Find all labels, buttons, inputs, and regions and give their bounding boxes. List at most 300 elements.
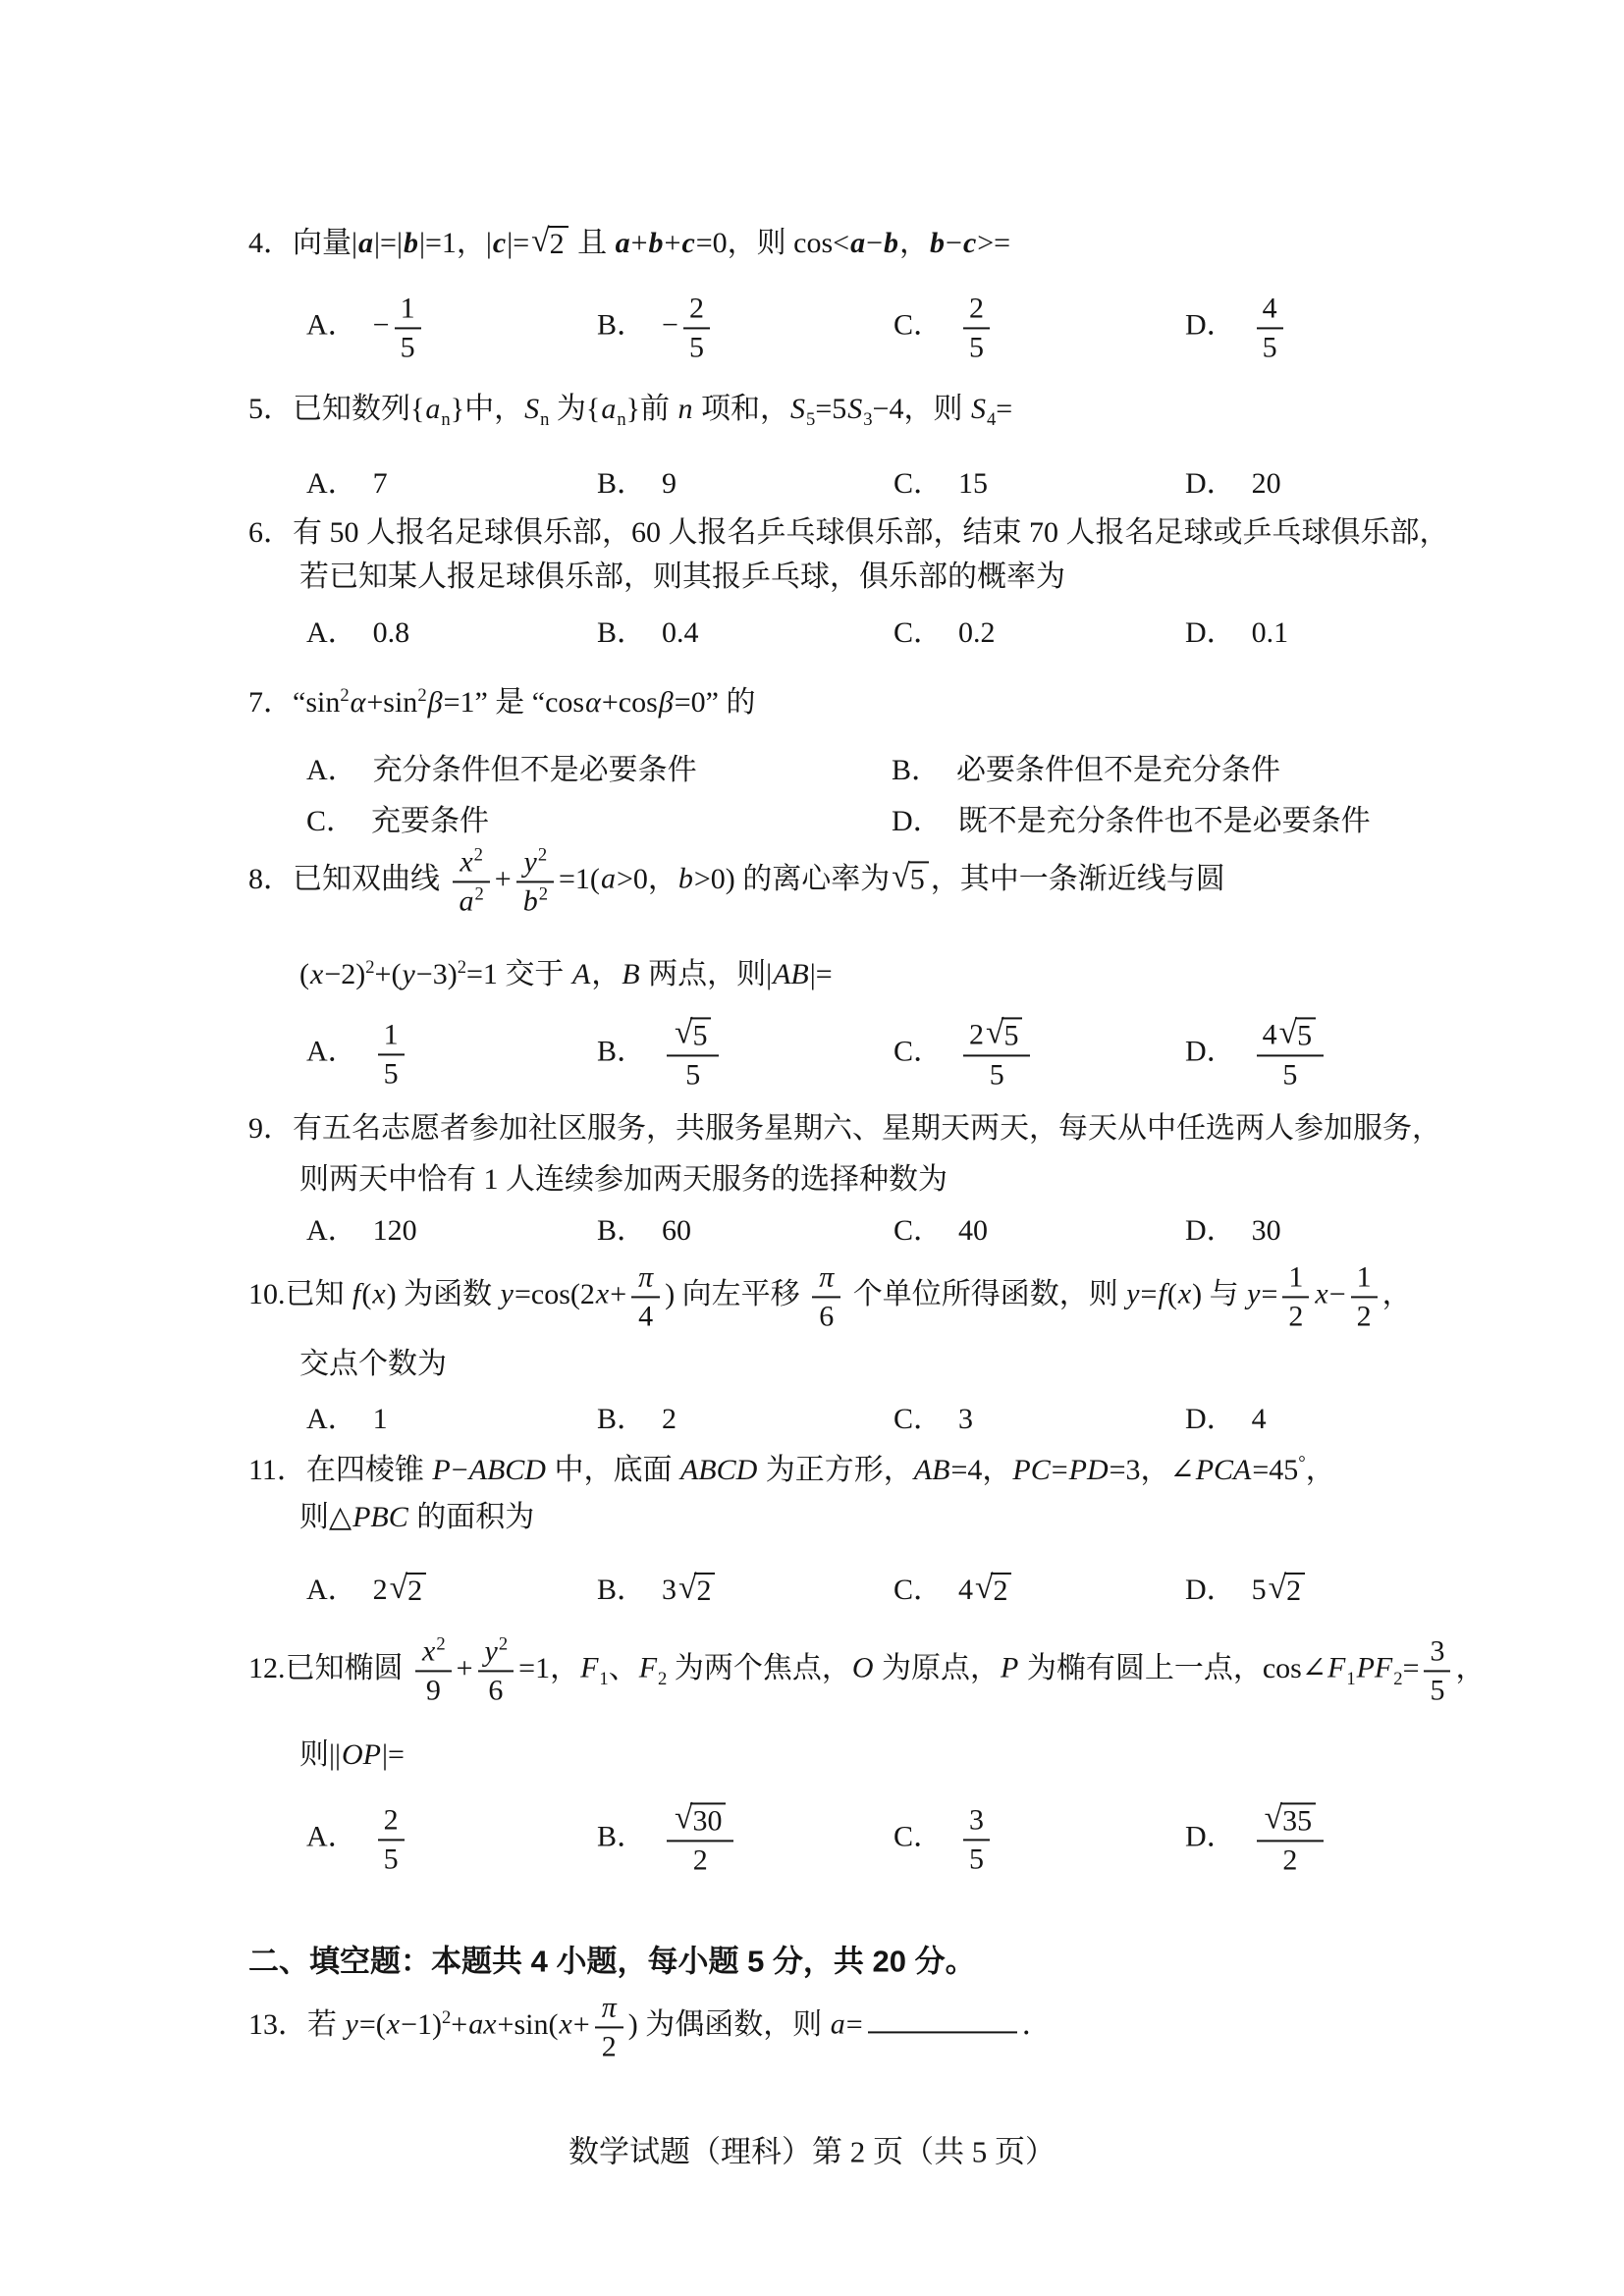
question-6-line-2 (299, 552, 1065, 595)
question-12-option-A (306, 1803, 409, 1875)
text: 个单位所得函数，则 (845, 1277, 1126, 1310)
option-label: B． (597, 1403, 647, 1435)
option-content (958, 805, 1371, 837)
math-variable: π (601, 1991, 617, 2024)
math-variable: F (1326, 1651, 1346, 1684)
math-variable: PCA (1195, 1454, 1252, 1486)
text: |= (382, 1738, 405, 1771)
text: =4， (950, 1454, 1012, 1486)
text: =3，∠ (1109, 1454, 1195, 1486)
text: 5 (1297, 1019, 1313, 1052)
text: 5 (989, 1058, 1004, 1091)
text: = (1051, 1454, 1068, 1486)
text: 10.已知 (248, 1277, 352, 1310)
option-content (958, 1803, 995, 1875)
text: 5 (1430, 1674, 1445, 1706)
math-variable: ABCD (468, 1454, 546, 1486)
option-label: C． (893, 1035, 944, 1068)
section-title: 二、填空题：本题共 4 小题，每小题 5 分，共 20 分。 (248, 1944, 976, 1979)
option-label: A． (306, 1574, 357, 1606)
text: 为正方形， (758, 1454, 913, 1486)
math-variable: A (571, 958, 591, 990)
question-5-option-C (893, 458, 988, 502)
option-label: C． (893, 467, 944, 500)
fraction (378, 1803, 405, 1875)
math-variable: S (524, 393, 540, 425)
text: 3 (662, 1574, 677, 1606)
denominator (683, 327, 710, 364)
text: 12.已知椭圆 (248, 1651, 410, 1684)
option-content (373, 1403, 388, 1435)
question-7-line-1 (248, 677, 755, 721)
option-label: B． (597, 1574, 647, 1606)
option-label: A． (306, 1035, 357, 1068)
question-4-option-D (1185, 292, 1288, 363)
question-12-line-2 (299, 1730, 405, 1773)
text: + (572, 2007, 590, 2041)
math-variable: α (350, 686, 366, 719)
option-label: C． (306, 805, 356, 837)
text: 为原点， (874, 1651, 1001, 1684)
question-6-option-A (306, 608, 409, 651)
superscript: 2 (538, 883, 549, 904)
radical-sign-icon: √ (531, 223, 550, 259)
math-variable: y (1247, 1277, 1261, 1310)
text: 必要条件但不是充分条件 (956, 754, 1281, 786)
text: =( (358, 2007, 386, 2041)
math-variable: a (600, 862, 616, 895)
option-content (1252, 1014, 1328, 1091)
question-9-option-A (306, 1205, 417, 1249)
text: + (664, 227, 681, 259)
math-variable: ax (468, 2007, 497, 2041)
question-8-option-D (1185, 1014, 1328, 1091)
question-11-line-2 (299, 1492, 534, 1535)
text: 2 (601, 2030, 617, 2062)
option-content (662, 1014, 724, 1091)
option-content (1252, 1214, 1281, 1247)
option-label: C． (893, 1574, 944, 1606)
math-variable: y (345, 2007, 358, 2041)
text: 2 (969, 1018, 985, 1051)
numerator (683, 292, 710, 327)
question-6-option-B (597, 608, 699, 651)
text: 1 (400, 292, 415, 325)
question-11-option-C (893, 1565, 1013, 1608)
text: 1 (372, 1403, 388, 1435)
text: 2 (1286, 1575, 1302, 1607)
option-label: A． (306, 467, 357, 500)
question-4-option-C (893, 292, 995, 363)
text: 1 (1356, 1260, 1372, 1294)
text: 5 (969, 331, 985, 363)
question-12-option-C (893, 1803, 995, 1875)
text: =0” 的 (674, 686, 756, 719)
text: ， (591, 958, 622, 990)
subscript: n (540, 409, 550, 430)
text: 5 (1251, 1574, 1267, 1606)
math-variable: π (819, 1260, 835, 1294)
option-content (372, 1570, 428, 1607)
question-7-option-C (306, 796, 489, 839)
text: ， (1381, 1277, 1412, 1310)
option-label: D． (1185, 1403, 1236, 1435)
option-content (373, 1803, 409, 1875)
option-content (958, 1570, 1013, 1607)
text: }前 (625, 393, 677, 425)
text: 1 (1288, 1260, 1304, 1294)
question-8-option-B (597, 1014, 724, 1091)
option-label: D． (1185, 308, 1236, 342)
numerator (415, 1634, 452, 1670)
math-variable: P (432, 1454, 451, 1486)
option-content (662, 1570, 717, 1607)
text: 60 (662, 1214, 692, 1247)
subscript: 2 (658, 1668, 668, 1689)
text: }中， (450, 393, 524, 425)
option-label: C． (893, 1820, 944, 1853)
text: 7．“sin (248, 686, 341, 719)
option-content (662, 1214, 691, 1247)
fraction (453, 845, 490, 917)
question-13-line-1 (248, 1991, 1052, 2062)
option-label: A． (306, 308, 357, 342)
math-variable: β (427, 686, 443, 719)
math-variable: x (386, 2007, 401, 2041)
math-vector: c (681, 227, 695, 259)
numerator (631, 1260, 660, 1296)
text: >0， (616, 862, 677, 895)
text: 5 (909, 863, 925, 896)
question-12-option-B (597, 1799, 738, 1876)
fraction (1257, 1799, 1324, 1876)
text: −3) (415, 958, 458, 990)
math-variable: n (677, 393, 693, 425)
option-content (958, 1403, 973, 1435)
radical-sign-icon: √ (389, 1570, 408, 1606)
radicand (548, 226, 568, 261)
option-label: D． (1185, 1214, 1236, 1247)
math-variable: x (595, 1277, 610, 1310)
radicand (908, 862, 929, 897)
option-content (958, 467, 988, 500)
text: ( (361, 1277, 372, 1310)
text: 2 (692, 1843, 708, 1876)
denominator (1282, 1296, 1309, 1333)
fraction (415, 1634, 452, 1706)
numerator (667, 1799, 733, 1840)
radical-sign-icon: √ (1278, 1014, 1298, 1051)
text: 35 (1282, 1804, 1313, 1838)
denominator (478, 1670, 514, 1707)
text: 2 (383, 1803, 399, 1837)
text: 且 (569, 227, 615, 259)
superscript: 2 (417, 685, 427, 706)
denominator (378, 1053, 405, 1091)
denominator (378, 1839, 405, 1876)
option-label: C． (893, 308, 944, 342)
text: ) 为偶函数，则 (627, 2007, 830, 2041)
option-label: B． (597, 1214, 647, 1247)
option-content (372, 292, 426, 363)
denominator (453, 881, 490, 918)
option-label: A． (306, 1403, 357, 1435)
math-variable: x (1177, 1277, 1192, 1310)
subscript: 4 (986, 409, 997, 430)
text: 则|| (299, 1738, 342, 1771)
fraction (395, 292, 421, 363)
denominator (595, 2026, 623, 2063)
numerator (1257, 1799, 1324, 1840)
question-7-option-B (892, 745, 1280, 788)
math-variable: PC (1012, 1454, 1051, 1486)
math-variable: ABCD (679, 1454, 758, 1486)
text: 0.4 (662, 616, 699, 649)
option-content (662, 467, 677, 500)
fraction (1424, 1634, 1450, 1706)
text: 2 (1356, 1300, 1372, 1332)
text: 5 (1282, 1058, 1298, 1091)
text: |= (507, 227, 530, 259)
square-root (678, 1570, 715, 1608)
numerator (516, 845, 554, 881)
text: 2 (549, 228, 565, 260)
text: − (1328, 1277, 1346, 1310)
fraction (631, 1260, 660, 1332)
square-root (675, 1799, 726, 1838)
square-root (531, 223, 568, 261)
option-content (373, 754, 697, 786)
text: +( (374, 958, 402, 990)
option-label: A． (306, 616, 357, 649)
option-content (662, 1403, 677, 1435)
fraction (1351, 1260, 1378, 1332)
text: 2 (993, 1575, 1008, 1607)
text: 若已知某人报足球俱乐部，则其报乒乓球，俱乐部的概率为 (299, 561, 1065, 593)
text: + (610, 1277, 627, 1310)
radical-sign-icon: √ (675, 1014, 693, 1051)
math-variable: S (970, 393, 986, 425)
radicand (690, 1017, 711, 1052)
text: 充分条件但不是必要条件 (372, 754, 697, 786)
superscript: 2 (442, 2006, 452, 2028)
text: +cos (601, 686, 658, 719)
radicand (1295, 1017, 1316, 1052)
subscript: 5 (806, 409, 816, 430)
text: 3 (1430, 1634, 1445, 1668)
radicand (1001, 1017, 1022, 1052)
text: 20 (1251, 467, 1281, 500)
text: 30 (692, 1804, 723, 1838)
math-variable: b (522, 884, 538, 917)
option-label: D． (1185, 1820, 1236, 1853)
math-variable: b (677, 862, 693, 895)
math-variable: S (847, 393, 863, 425)
question-5-option-A (306, 458, 388, 502)
text: 为椭有圆上一点，cos∠ (1019, 1651, 1326, 1684)
text: 5 (969, 1842, 985, 1875)
text: 则两天中恰有 1 人连续参加两天服务的选择种数为 (299, 1163, 947, 1196)
math-variable: P (1001, 1651, 1019, 1684)
radical-sign-icon: √ (675, 1799, 693, 1837)
math-variable: a (425, 393, 441, 425)
text: − (662, 308, 678, 342)
text: ( (299, 958, 309, 990)
math-variable: β (658, 686, 674, 719)
subscript: n (617, 409, 626, 430)
option-content (373, 1018, 409, 1090)
option-content (662, 292, 715, 363)
text: 30 (1251, 1214, 1281, 1247)
fraction (595, 1991, 623, 2062)
option-label: D． (1185, 467, 1236, 500)
option-label: A． (306, 754, 357, 786)
math-vector: b (403, 227, 418, 259)
square-root (1268, 1570, 1305, 1608)
math-vector: a (358, 227, 374, 259)
fraction (963, 1014, 1030, 1091)
math-vector: c (962, 227, 977, 259)
superscript: 2 (340, 685, 350, 706)
question-8-option-C (893, 1014, 1035, 1091)
text: 11．在四棱锥 (248, 1454, 432, 1486)
option-label: D． (892, 805, 943, 837)
math-vector: b (930, 227, 946, 259)
option-label: B． (597, 308, 647, 342)
fraction (478, 1634, 514, 1706)
text: 2 (696, 1575, 712, 1607)
numerator (453, 845, 490, 881)
text: 13．若 (248, 2007, 345, 2041)
text: 7 (372, 467, 388, 500)
option-label: D． (1185, 1035, 1236, 1068)
fraction (963, 1803, 990, 1875)
text: 5 (383, 1057, 399, 1090)
text: 3 (958, 1403, 974, 1435)
text: −1) (401, 2007, 442, 2041)
denominator (395, 327, 421, 364)
text: 5 (685, 1058, 701, 1091)
fraction (683, 292, 710, 363)
superscript: 2 (457, 957, 467, 978)
numerator (378, 1018, 405, 1053)
radicand (991, 1573, 1011, 1608)
question-5-option-B (597, 458, 677, 502)
text: >= (977, 227, 1011, 259)
square-root (389, 1570, 426, 1608)
numerator (1351, 1260, 1378, 1296)
text: 6．有 50 人报名足球俱乐部，60 人报名乒乓球俱乐部，结束 70 人报名足球或乒乓球俱乐部， (248, 516, 1449, 549)
math-variable: a (601, 393, 617, 425)
text: ) 为函数 (386, 1277, 500, 1310)
text: =1( (559, 862, 600, 895)
text: ， (899, 227, 930, 259)
option-label: C． (893, 1403, 944, 1435)
option-content (371, 805, 489, 837)
math-variable: F (580, 1651, 599, 1684)
math-variable: S (790, 393, 806, 425)
option-content (958, 292, 995, 363)
question-9-line-1 (248, 1103, 1441, 1147)
fraction (667, 1799, 733, 1876)
question-6-line-1 (248, 507, 1449, 551)
square-root (892, 858, 928, 897)
question-4-option-A (306, 292, 426, 363)
text: 为{ (549, 393, 601, 425)
fraction (812, 1260, 840, 1332)
math-variable: F (638, 1651, 658, 1684)
question-10-option-B (597, 1394, 677, 1437)
question-10-line-2 (299, 1339, 447, 1382)
text: ， (1305, 1454, 1335, 1486)
question-11-line-1 (248, 1445, 1335, 1488)
option-label: C． (893, 1214, 944, 1247)
text: = (1140, 1277, 1158, 1310)
radicand (406, 1573, 426, 1608)
text: 5 (688, 331, 704, 363)
math-variable: PF (1356, 1651, 1393, 1684)
text: ( (1166, 1277, 1177, 1310)
denominator (667, 1840, 733, 1877)
math-variable: O (851, 1651, 874, 1684)
math-vector: b (648, 227, 664, 259)
text: 0.1 (1251, 616, 1289, 649)
text: ) 向左平移 (665, 1277, 808, 1310)
answer-blank (868, 2002, 1017, 2034)
math-vector: b (884, 227, 899, 259)
math-variable: PD (1068, 1454, 1109, 1486)
option-label: D． (1185, 616, 1236, 649)
question-12-line-1 (248, 1634, 1485, 1706)
text: = (1261, 1277, 1278, 1310)
math-variable: y (500, 1277, 514, 1310)
option-label: B． (597, 616, 647, 649)
option-label: D． (1185, 1574, 1236, 1606)
text: 2 (969, 292, 985, 325)
square-root (975, 1570, 1011, 1608)
math-variable: y (484, 1634, 498, 1668)
math-variable: y (1126, 1277, 1140, 1310)
text: 4．向量| (248, 227, 358, 259)
text: 5 (1003, 1019, 1019, 1052)
question-9-option-D (1185, 1205, 1281, 1249)
text: 120 (372, 1214, 417, 1247)
text: − (946, 227, 962, 259)
denominator (963, 327, 990, 364)
text: + (451, 2007, 468, 2041)
question-5-option-D (1185, 458, 1281, 502)
numerator (1257, 292, 1283, 327)
denominator (1424, 1670, 1450, 1707)
square-root (1264, 1799, 1316, 1838)
text: − (451, 1454, 468, 1486)
radical-sign-icon: √ (1264, 1799, 1283, 1837)
text: =1” 是 “cos (443, 686, 585, 719)
text: |=| (374, 227, 403, 259)
question-6-option-C (893, 608, 996, 651)
numerator (1424, 1634, 1450, 1670)
square-root (1278, 1014, 1316, 1052)
text: +sin (366, 686, 418, 719)
math-vector: c (492, 227, 507, 259)
text: 6 (488, 1674, 504, 1706)
superscript: ° (1298, 1453, 1306, 1473)
math-variable: OP (342, 1738, 382, 1771)
superscript: 2 (537, 844, 548, 866)
text: |= (809, 958, 833, 990)
text: |=1，| (418, 227, 492, 259)
text: 交点个数为 (299, 1348, 447, 1380)
